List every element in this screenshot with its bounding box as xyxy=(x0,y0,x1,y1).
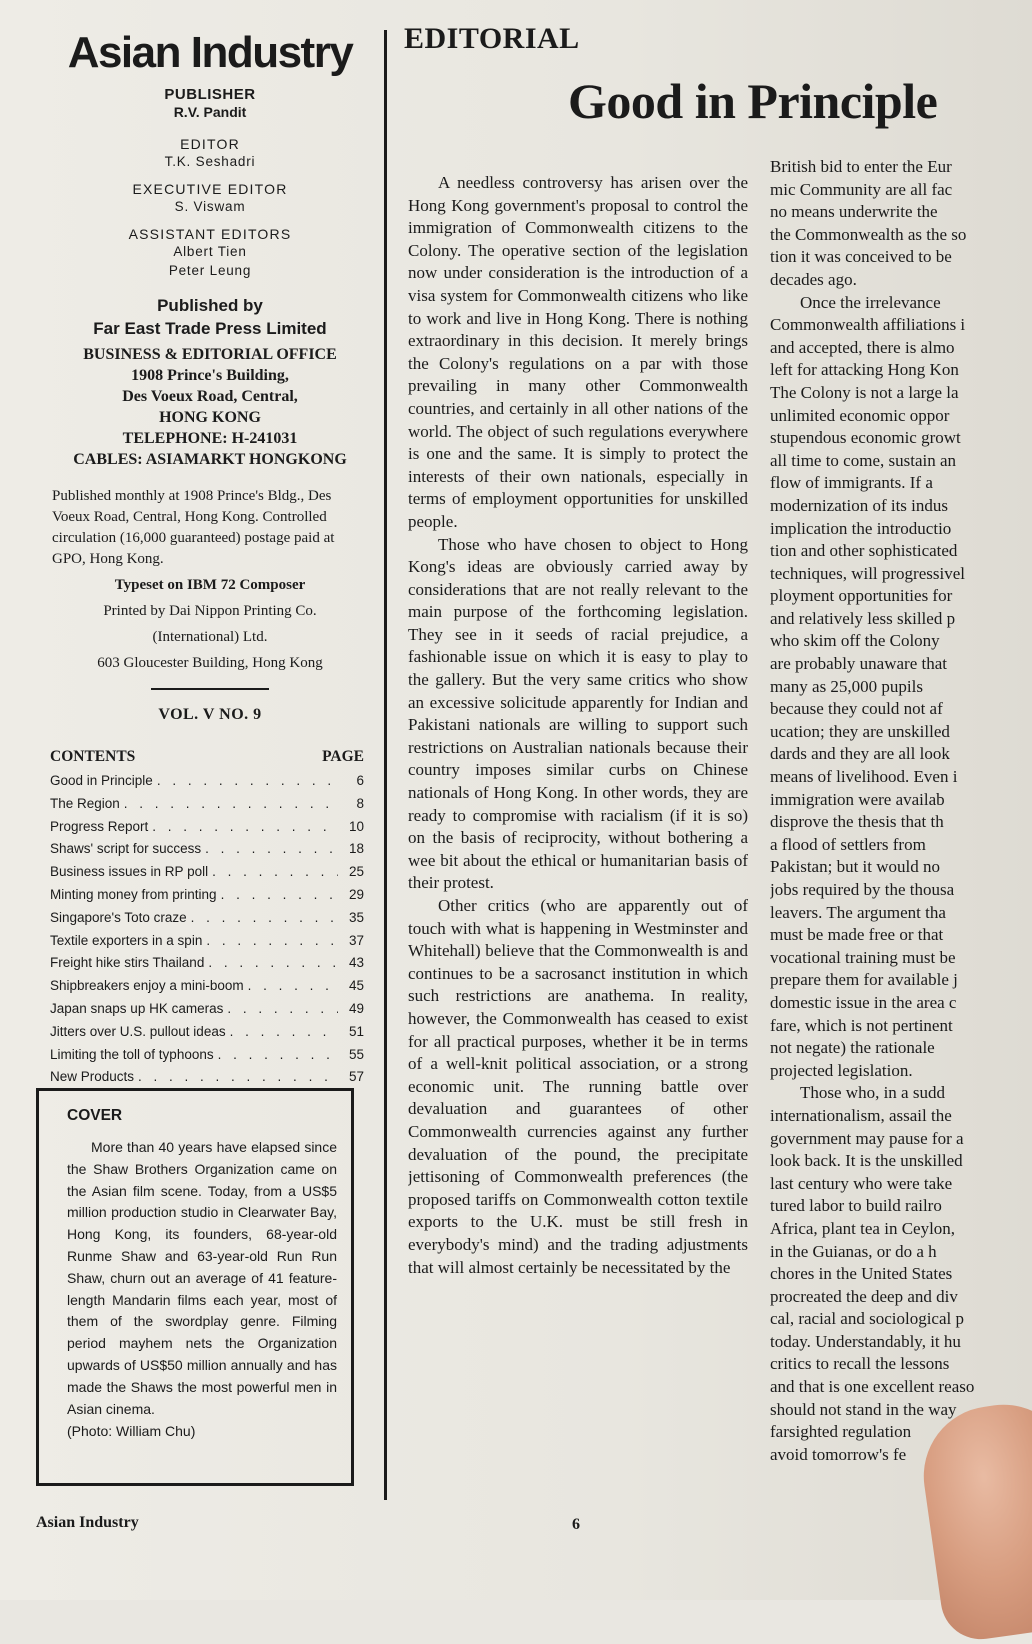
photo-credit: (Photo: William Chu) xyxy=(67,1423,196,1440)
contents-item-page: 57 xyxy=(348,1069,364,1085)
column-divider xyxy=(384,30,387,1500)
published-by: Published by xyxy=(157,296,263,316)
publisher-role: PUBLISHER xyxy=(164,86,256,104)
article-line: ucation; they are unskilled xyxy=(770,721,950,741)
article-line: farsighted regulation xyxy=(770,1422,912,1442)
leader-dots xyxy=(208,952,338,975)
article-line: disprove the thesis that th xyxy=(770,812,944,832)
contents-item xyxy=(50,998,364,1021)
section-label: EDITORIAL xyxy=(404,22,580,55)
leader-dots xyxy=(218,1044,338,1067)
article-line: avoid tomorrow's fe xyxy=(770,1444,907,1464)
leader-dots xyxy=(230,1021,338,1044)
leader-dots xyxy=(205,838,338,861)
article-line: Pakistan; but it would no xyxy=(770,857,940,877)
article-line: implication the introductio xyxy=(770,518,952,538)
contents-item xyxy=(50,907,364,930)
cover-description: More than 40 years have elapsed since the Shaw Brothers Organization came on the Asian film scene. Today, from a US$5 million production studio in Clearwater Bay, Hong Kong, its founders, 68-year-old Runme Shaw and 63-year-old Run Run Shaw, churn out an average of 41 feature-length Mandarin films each year, most of them of the swordplay genre. Filming period mayhem nets the Organization upwards of US$50 million annually and has made the Shaws the most powerful men in Asian cinema. xyxy=(67,1139,337,1417)
assistant-editors-role: ASSISTANT EDITORS xyxy=(128,226,292,243)
contents-list xyxy=(50,748,364,1089)
article-line: modernization of its indus xyxy=(770,495,949,515)
article-line: last century who were take xyxy=(770,1173,953,1193)
cover-box xyxy=(36,1088,354,1486)
contents-items xyxy=(50,770,364,1089)
printer-line-3: 603 Gloucester Building, Hong Kong xyxy=(97,655,323,672)
contents-item-page: 18 xyxy=(348,841,364,857)
assistant-editor-1: Albert Tien xyxy=(173,244,247,260)
cover-heading: COVER xyxy=(67,1107,123,1124)
cables: CABLES: ASIAMARKT HONGKONG xyxy=(73,451,347,469)
leader-dots xyxy=(248,975,338,998)
footer-magazine-name: Asian Industry xyxy=(36,1514,139,1531)
article-line: domestic issue in the area c xyxy=(770,992,957,1012)
leader-dots xyxy=(124,793,338,816)
contents-item-page: 25 xyxy=(348,864,364,880)
article-headline: Good in Principle xyxy=(568,73,938,129)
contents-item-title: The Region xyxy=(50,795,120,811)
article-line: no means underwrite the xyxy=(770,202,938,222)
article-line: fare, which is not pertinent xyxy=(770,1015,953,1035)
article-line: must be made free or that xyxy=(770,925,944,945)
magazine-title: Asian Industry xyxy=(67,28,353,77)
article-line: dards and they are all look xyxy=(770,744,950,764)
article-line: internationalism, assail the xyxy=(770,1105,952,1125)
leader-dots xyxy=(227,998,338,1021)
article-line: means of livelihood. Even i xyxy=(770,767,958,787)
article-line: left for attacking Hong Kon xyxy=(770,360,959,380)
contents-item-page: 55 xyxy=(348,1046,364,1062)
editor-name: T.K. Seshadri xyxy=(164,154,256,170)
leader-dots xyxy=(221,884,338,907)
article-line: in the Guianas, or do a h xyxy=(770,1241,937,1261)
contents-item-title: Limiting the toll of typhoons xyxy=(50,1046,214,1062)
article-paragraph-1: A needless controversy has arisen over the Hong Kong government's proposal to control the immigration of Commonwealth citizens to the Colony. The operative section of the legislation now under consideration is the introduction of a visa system for Commonwealth citizens who like to work and live in Hong Kong. There is nothing extraordinary in this decision. It merely brings the Colony's regulations on a par with those prevailing in many other Commonwealth countries, and certainly in all other nations of the world. The object of such regulations everywhere is one and the same. It is simply to protect the interests of their own nationals, especially in terms of employment opportunities for unskilled people. xyxy=(408,173,748,531)
contents-item-title: Japan snaps up HK cameras xyxy=(50,1000,224,1016)
address-line-3: HONG KONG xyxy=(159,409,261,427)
contents-item xyxy=(50,838,364,861)
article-line: mic Community are all fac xyxy=(770,179,953,199)
contents-item-title: Singapore's Toto craze xyxy=(50,909,187,925)
article-line: because they could not af xyxy=(770,699,943,719)
contents-item-page: 10 xyxy=(348,818,364,834)
typeset-note: Typeset on IBM 72 Composer xyxy=(114,577,306,594)
leader-dots xyxy=(152,816,338,839)
contents-item-page: 43 xyxy=(348,955,364,971)
article-line: The Colony is not a large la xyxy=(770,382,959,402)
article-line: a flood of settlers from xyxy=(770,834,926,854)
address-line-1: 1908 Prince's Building, xyxy=(131,367,289,385)
contents-item xyxy=(50,1066,364,1089)
article-line: procreated the deep and div xyxy=(770,1286,958,1306)
leader-dots xyxy=(157,770,338,793)
article-line: Africa, plant tea in Ceylon, xyxy=(770,1218,956,1238)
contents-item-page: 35 xyxy=(348,909,364,925)
contents-item-page: 6 xyxy=(356,773,364,788)
address-line-2: Des Voeux Road, Central, xyxy=(122,388,298,406)
masthead xyxy=(40,30,380,724)
exec-editor-name: S. Viswam xyxy=(174,199,246,215)
article-line: Commonwealth affiliations i xyxy=(770,315,966,335)
article-line: tion it was conceived to be xyxy=(770,247,952,267)
leader-dots xyxy=(206,930,338,953)
article-column-right xyxy=(770,156,1032,1496)
article-line: chores in the United States xyxy=(770,1264,953,1284)
article-line: flow of immigrants. If a xyxy=(770,473,933,493)
page-column-heading: PAGE xyxy=(322,748,364,765)
article-line: projected legislation. xyxy=(770,1060,913,1080)
article-line: stupendous economic growt xyxy=(770,428,961,448)
article-line: the Commonwealth as the so xyxy=(770,224,967,244)
contents-item xyxy=(50,816,364,839)
contents-item xyxy=(50,770,364,793)
article-line: not negate) the rationale xyxy=(770,1038,935,1058)
editor-role: EDITOR xyxy=(180,136,240,153)
article-line: should not stand in the way xyxy=(770,1399,957,1419)
telephone: TELEPHONE: H-241031 xyxy=(122,430,298,448)
article-line: ployment opportunities for xyxy=(770,586,953,606)
contents-item-title: Shaws' script for success xyxy=(50,841,202,857)
article-line: are probably unaware that xyxy=(770,654,947,674)
contents-item xyxy=(50,884,364,907)
article-line: cal, racial and sociological p xyxy=(770,1309,964,1329)
contents-item-page: 8 xyxy=(356,795,364,811)
leader-dots xyxy=(138,1066,338,1089)
contents-item-page: 29 xyxy=(348,886,364,902)
contents-header xyxy=(50,748,364,766)
article-line: techniques, will progressivel xyxy=(770,563,965,583)
article-line: all time to come, sustain an xyxy=(770,450,957,470)
publisher-company: Far East Trade Press Limited xyxy=(93,319,327,339)
contents-item xyxy=(50,861,364,884)
article-line: tion and other sophisticated xyxy=(770,541,958,561)
contents-item xyxy=(50,930,364,953)
article-line: immigration were availab xyxy=(770,789,945,809)
contents-heading: CONTENTS xyxy=(50,748,136,765)
article-line: government may pause for a xyxy=(770,1128,964,1148)
article-paragraph-2: Those who have chosen to object to Hong Kong's ideas are obviously carried away by considerations that are not really relevant to the main purpose of the forthcoming legislation. They see in it seeds of racial prejudice, a fashionable issue on which it is easy to play to the gallery. But the very same critics who show an excessive solicitude apparently for Indian and Pakistani nationals are willing to support such restrictions on Australian nationals because their country imposes similar curbs on Chinese nationals of Hong Kong. In other words, they are ready to compromise with racialism (if it is so) on the basis of reciprocity, without bothering a wee bit about the ethical or humanitarian basis of their protest. xyxy=(408,534,748,893)
contents-item-title: Shipbreakers enjoy a mini-boom xyxy=(50,978,244,994)
contents-item xyxy=(50,1021,364,1044)
article-line: and accepted, there is almo xyxy=(770,337,955,357)
volume-number: VOL. V NO. 9 xyxy=(158,706,262,724)
article-line: jobs required by the thousa xyxy=(770,880,955,899)
article-line: British bid to enter the Eur xyxy=(770,157,952,176)
article-line: leavers. The argument tha xyxy=(770,902,946,922)
contents-item-page: 37 xyxy=(348,932,364,948)
contents-item-title: Freight hike stirs Thailand xyxy=(50,955,205,971)
printer-line-2: (International) Ltd. xyxy=(152,629,268,646)
article-paragraph-3: Other critics (who are apparently out of touch with what is happening in Westminster and Whitehall) believe that the Commonwealth is and continues to be a sacrosanct institution in which such restrictions are anathema. In reality, however, the Commonwealth has ceased to exist for all practical purposes, whether it be in terms of a well-knit political association, or a strong economic unit. The running battle over devaluation and guarantees of other Commonwealth currencies against any further devaluation of the pound, the precipitate jettisoning of Commonwealth preferences (the proposed tariffs on Commonwealth cotton textile exports to the U.K. must be still fresh in everybody's mind) and the trading adjustments that will almost certainly be necessitated by the xyxy=(408,896,748,1277)
exec-editor-role: EXECUTIVE EDITOR xyxy=(132,181,288,198)
article-line: unlimited economic oppor xyxy=(770,405,950,425)
footer-page-number: 6 xyxy=(572,1516,580,1533)
article-line: and relatively less skilled p xyxy=(770,608,956,628)
publisher-name: R.V. Pandit xyxy=(173,104,247,121)
assistant-editor-2: Peter Leung xyxy=(168,263,252,279)
contents-item xyxy=(50,793,364,816)
contents-item-title: Textile exporters in a spin xyxy=(50,932,203,948)
article-line: look back. It is the unskilled xyxy=(770,1151,963,1171)
article-line: Once the irrelevance xyxy=(800,292,941,312)
article-line: tured labor to build railro xyxy=(770,1196,942,1216)
article-line: critics to recall the lessons xyxy=(770,1354,950,1374)
article-line: vocational training must be xyxy=(770,947,956,967)
short-rule xyxy=(151,688,269,690)
contents-item-title: Progress Report xyxy=(50,818,149,834)
contents-item-title: Good in Principle xyxy=(50,773,153,788)
contents-item-title: New Products xyxy=(50,1069,135,1085)
article-line: and that is one excellent reaso xyxy=(770,1377,975,1397)
contents-item-page: 49 xyxy=(348,1000,364,1016)
article-line: decades ago. xyxy=(770,269,857,289)
contents-item xyxy=(50,1044,364,1067)
article-line: who skim off the Colony xyxy=(770,631,940,651)
article-line: prepare them for available j xyxy=(770,970,958,990)
office-heading: BUSINESS & EDITORIAL OFFICE xyxy=(83,346,337,364)
contents-item xyxy=(50,975,364,998)
article-line: Those who, in a sudd xyxy=(800,1083,945,1103)
contents-item xyxy=(50,952,364,975)
article-line: many as 25,000 pupils xyxy=(770,676,923,696)
contents-item-title: Business issues in RP poll xyxy=(50,864,209,880)
printer-line-1: Printed by Dai Nippon Printing Co. xyxy=(103,603,317,620)
contents-item-page: 51 xyxy=(348,1023,364,1039)
contents-item-title: Jitters over U.S. pullout ideas xyxy=(50,1023,226,1039)
contents-item-title: Minting money from printing xyxy=(50,886,217,902)
article-line: today. Understandably, it hu xyxy=(770,1331,961,1351)
leader-dots xyxy=(191,907,338,930)
contents-item-page: 45 xyxy=(348,978,364,994)
leader-dots xyxy=(212,861,338,884)
publication-info: Published monthly at 1908 Prince's Bldg., Des Voeux Road, Central, Hong Kong. Controlled circulation (16,000 guaranteed) postage paid at GPO, Hong Kong. xyxy=(52,488,335,568)
article-column-middle xyxy=(408,172,748,1279)
